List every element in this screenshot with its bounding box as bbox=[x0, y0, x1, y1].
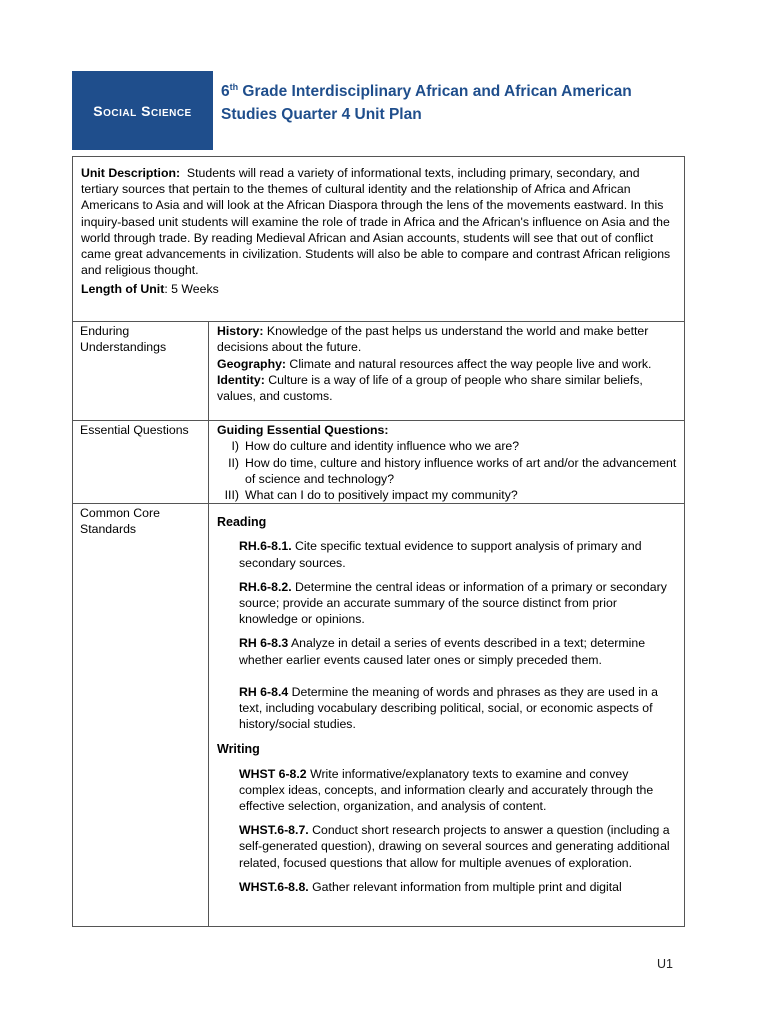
page-title bbox=[221, 80, 721, 126]
essential-questions-label: Essential Questions bbox=[73, 421, 209, 504]
question-text: What can I do to positively impact my community? bbox=[245, 488, 518, 503]
standard-code: RH 6-8.4 bbox=[239, 684, 289, 699]
question-text: How do time, culture and history influence works of art and/or the advancement of science and technology? bbox=[245, 455, 677, 486]
enduring-item-text: Knowledge of the past helps us understand the world and make better decisions about the future. bbox=[217, 324, 649, 355]
unit-plan-table bbox=[72, 156, 685, 927]
subject-badge bbox=[72, 71, 213, 150]
standard-item bbox=[239, 579, 677, 628]
standard-code: RH.6-8.2. bbox=[239, 579, 292, 594]
enduring-item-label: Geography: bbox=[217, 356, 287, 371]
enduring-item-history bbox=[217, 323, 677, 356]
list-item bbox=[217, 438, 677, 454]
page-number: U1 bbox=[657, 957, 673, 971]
guiding-questions-heading: Guiding Essential Questions: bbox=[217, 423, 389, 437]
enduring-understandings-row bbox=[73, 321, 684, 421]
unit-description bbox=[73, 157, 684, 297]
enduring-item-geography bbox=[217, 356, 677, 372]
title-grade-suffix: th bbox=[229, 81, 239, 92]
enduring-item-text: Culture is a way of life of a group of people who share similar beliefs, values, and customs. bbox=[217, 372, 643, 404]
enduring-item-label: Identity: bbox=[217, 372, 265, 387]
standard-code: RH.6-8.1. bbox=[239, 539, 292, 554]
standard-text: Analyze in detail a series of events described in a text; determine whether earlier events caused later ones or simply preceded them. bbox=[239, 636, 646, 667]
unit-length bbox=[81, 282, 676, 297]
title-line-2: Studies Quarter 4 Unit Plan bbox=[221, 106, 422, 123]
list-item bbox=[217, 487, 677, 503]
standards-row bbox=[73, 503, 684, 927]
enduring-item-label: History: bbox=[217, 324, 264, 338]
question-number: II) bbox=[228, 455, 239, 470]
standard-item bbox=[239, 879, 677, 895]
standard-code: WHST 6-8.2 bbox=[239, 766, 307, 781]
standard-code: WHST.6-8.7. bbox=[239, 823, 309, 838]
subject-badge-label: Social Science bbox=[93, 102, 192, 119]
list-item bbox=[217, 455, 677, 488]
enduring-understandings-label: Enduring Understandings bbox=[73, 322, 209, 421]
unit-length-value: : 5 Weeks bbox=[164, 282, 219, 297]
unit-description-text: Students will read a variety of informational texts, including primary, secondary, and tertiary sources that pertain to the themes of cultural identity and the relationship of Africa and African Americans to Asia and will look at the African Diaspora through the lens of the movements eastward. In this inquiry-based unit students will examine the role of trade in Africa and the African's influence on Asia and the world through trade. By reading Medieval African and Asian accounts, students will see that out of conflict came great advancements in civilization. Students will also be able to compare and contrast African religions and religious thought. bbox=[81, 166, 671, 278]
writing-heading: Writing bbox=[217, 742, 260, 757]
reading-heading: Reading bbox=[217, 515, 267, 529]
guiding-questions-list bbox=[217, 438, 677, 503]
standard-item bbox=[239, 684, 677, 733]
title-grade-number: 6 bbox=[221, 83, 230, 100]
standard-item bbox=[239, 635, 677, 667]
essential-questions-content bbox=[210, 421, 684, 504]
question-text: How do culture and identity influence who we are? bbox=[245, 439, 520, 454]
standards-label: Common Core Standards bbox=[73, 504, 209, 927]
standard-item bbox=[239, 538, 677, 570]
standard-text: Determine the meaning of words and phrases as they are used in a text, including vocabulary describing political, social, or economic aspects of history/social studies. bbox=[239, 684, 659, 732]
enduring-item-identity bbox=[217, 372, 677, 405]
standard-text: Determine the central ideas or information of a primary or secondary source; provide an accurate summary of the source distinct from prior knowledge or opinions. bbox=[239, 579, 667, 627]
standard-item bbox=[239, 822, 677, 871]
question-number: I) bbox=[231, 439, 239, 454]
standard-text: Cite specific textual evidence to support analysis of primary and secondary sources. bbox=[239, 539, 642, 570]
standards-content bbox=[210, 504, 684, 904]
standard-text: Gather relevant information from multiple print and digital bbox=[308, 879, 622, 894]
enduring-understandings-content bbox=[210, 322, 684, 405]
standard-code: RH 6-8.3 bbox=[239, 636, 289, 651]
question-number: III) bbox=[224, 488, 239, 503]
standard-text: Write informative/explanatory texts to examine and convey complex ideas, concepts, and information clearly and accurately through the effective selection, organization, and analysis of content. bbox=[239, 766, 654, 814]
title-line-1: Grade Interdisciplinary African and African American bbox=[238, 83, 632, 100]
standard-item bbox=[239, 766, 677, 815]
standard-text: Conduct short research projects to answer a question (including a self-generated question), drawing on several sources and generating additional related, focused questions that allow for multiple avenues of exploration. bbox=[239, 823, 670, 870]
unit-description-label: Unit Description: bbox=[81, 166, 181, 180]
enduring-item-text: Climate and natural resources affect the way people live and work. bbox=[286, 356, 652, 371]
essential-questions-row bbox=[73, 420, 684, 504]
standard-code: WHST.6-8.8. bbox=[239, 879, 309, 894]
unit-length-label: Length of Unit bbox=[81, 282, 165, 297]
